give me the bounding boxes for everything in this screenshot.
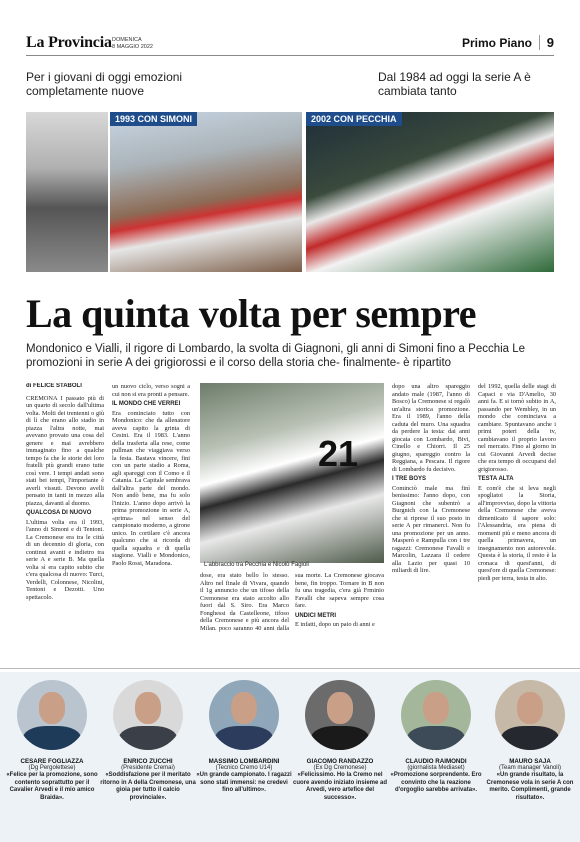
subheading: IL MONDO CHE VERREI: [112, 401, 181, 407]
article-paragraph: dopo una altro spareggio andato male (1987, l'anno di Bosco) la Cremonese si regalò un'altra storica promozione. Era il 1989, l'anno della caduta del muro. Una squadra da perdere la testa: dai anni giocata con Lombardo, Bivi, Cinello e Chiorri. Il 25 giugno, spareggio contro la Reggiana, a Pescara. Il rigore di Lombardo fu decisivo.: [392, 383, 470, 473]
quote-role: (Tecnico Cremo U14): [215, 765, 273, 771]
avatar-suit: [501, 726, 559, 750]
article-column-4: [392, 383, 470, 665]
deck: Mondonico e Vialli, il rigore di Lombardo, la svolta di Giagnoni, gli anni di Simoni fino a Pecchia Le promozioni in serie A dei grigiorossi e il corso della storia che- finalmente- è ripartito: [26, 343, 526, 369]
quote-role: (Dg Pergolettese): [28, 765, 76, 771]
avatar-suit: [407, 726, 465, 750]
quote-card: [196, 680, 292, 795]
avatar-suit: [23, 726, 81, 750]
quote-role: (Presidente Cremai): [121, 765, 175, 771]
article-paragraph: Cominciò male ma finì benissimo: l'anno dopo, con Giagnoni che subentrò a Burgnich con la Cremonese che si riprese il suo posto in serie A per rimanerci. Non fu una promozione per un anno. Masperò e Rampulla con i tre ragazzi: Cremonese Favalli e Marcolin, Lazzara il cedere alla Lazio per quasi 10 miliardi di lire.: [392, 484, 470, 574]
quote-text: «Felice per la promozione, sono contento soprattutto per il Cavalier Arvedi e il mio amico Braida».: [6, 772, 98, 801]
quote-card: [482, 680, 578, 802]
section-title: Primo Piano: [461, 36, 532, 50]
article-column-1: [26, 383, 104, 665]
article-paragraph: Era cominciato tutto con Mondonico: che da allenatore aveva capito la grinta di Cesini. Era il 1983. L'anno della trasferta alla rese, come pullman che viaggiava verso la festa. Bastava vincere, fini con un parte stadio a Roma, agli spareggi con il Como e il Catania. La Capitale sembrava dall'altra parte del mondo. Non andò bene, ma fu solo l'inizio. L'anno dopo arrivò la prima promozione in serie A, «prima» nel senso del campionato moderno, a girone unico. In cortilare c'è ancora qualcuno che si ricorda di quella squadra e di quella stagione. Vialli e Mondonico, Paolo Rossi, Maradona.: [112, 409, 190, 567]
subheading: UNDICI METRI: [295, 612, 336, 619]
article-column-5: [478, 383, 556, 665]
quote-card: [100, 680, 196, 802]
avatar: [495, 680, 565, 750]
quote-card: [388, 680, 484, 795]
quote-card: [4, 680, 100, 802]
avatar: [113, 680, 183, 750]
avatar-face: [327, 692, 353, 724]
avatar: [305, 680, 375, 750]
photo-caption: L'abbraccio tra Pecchia e Nicolò Fagioli: [204, 562, 309, 568]
dateline-date: 8 MAGGIO 2022: [112, 43, 153, 50]
quote-card: [292, 680, 388, 802]
quote-name: MAURO SAJA: [509, 758, 551, 765]
quote-name: CESARE FOGLIAZZA: [20, 758, 84, 765]
subheading: QUALCOSA DI NUOVO: [26, 510, 92, 516]
quotes-strip: [0, 672, 580, 842]
avatar-face: [423, 692, 449, 724]
avatar-face: [231, 692, 257, 724]
avatar-face: [135, 692, 161, 724]
article-paragraph: CREMONA I passato più di un quarto di secolo dall'ultima volta. Molti dei trentenni o giù di lì che erano allo stadio in piazza l'altra notte, mai avevano provato una cosa del genere e mai avrebbero immaginato fino a qualche tempo fa che le storie dei loro fratelli più grandi erano tutte così vere. I tempi andati sono stati bei tempi, l'importante è averli vissuti. Devono avelli pensato in tanti in mezzo alla piazza, davanti al duomo.: [26, 394, 104, 507]
article-paragraph: L'ultima volta era il 1993, l'anno di Simoni e di Tentoni. La Cremonese era tra le città di un decennio di gloria, con continui avanti e indietro tra serie A e serie B. Ma quella volta sì era capito subito che c'era qualcosa di nuovo: Turci, Verdelli, Colonnese, Nicolini, Tentoni e Dezotti. Uno spettacolo.: [26, 518, 104, 601]
byline: di FELICE STABOLI: [26, 383, 82, 389]
page-header: [26, 34, 554, 56]
quote-text: «Felicissimo. Ho la Cremo nel cuore avendo iniziato insieme ad Arvedi, vero artefice del successo».: [292, 772, 388, 801]
quote-name: GIACOMO RANDAZZO: [306, 758, 374, 765]
article-column-3: [200, 572, 384, 665]
subheading: TESTA ALTA: [478, 476, 514, 482]
avatar: [209, 680, 279, 750]
quote-role: (Team manager Vanoli): [499, 765, 561, 771]
article-paragraph: un nuovo ciclo, verso sogni a cui non si era pronti a pensare.: [112, 383, 190, 398]
photo-1984-celebration: [26, 112, 108, 272]
quote-text: «Promozione sorprendente. Ero convinto che la reazione d'orgoglio sarebbe arrivata».: [390, 772, 482, 793]
avatar-suit: [215, 726, 273, 750]
headline: La quinta volta per sempre: [26, 291, 476, 336]
article-paragraph: dose, era stato bello lo stesso. Altro nel finale di Vivara, quando il 1g annuncio che un tifoso della Cremonese era stato accolto allo fuori dal S. Siro. Era Marco Fonghessi da Castelleone, tifoso della Cremonese e più ancora del Milan. poco saranno 40 anni dalla sua morte. La Cremonese giocava bene, fin troppo. Tornare in B non fu una tragedia, c'era già Frminio Favalli che sapeva sempre cosa fare.: [200, 572, 384, 632]
quote-name: MASSIMO LOMBARDINI: [208, 758, 280, 765]
dateline-day: DOMENICA: [112, 37, 142, 43]
photo-tag-pecchia: 2002 CON PECCHIA: [306, 112, 402, 126]
article-paragraph: del 1992, quella delle stagi di Capaci e via D'Amelio, 30 anni fa. E si tornò subito in A, passando per Wembley, in un mondo che cominciava a cambiare. Spuntavano anche i primi poteri della tv, cambiavano il proprio lavoro nel mercato. Fino al giorno in cui Giovanni Arvedi decise che era tempo di occuparsi del grigiorosso.: [478, 383, 556, 473]
avatar-face: [39, 692, 65, 724]
subheading: I TRE BOYS: [392, 476, 427, 482]
kicker-right: Dal 1984 ad oggi la serie A è cambiata tanto: [378, 70, 531, 98]
dateline: [112, 37, 153, 50]
photo-1993-simoni: [110, 112, 302, 272]
quote-role: (Ex Dg Cremonese): [313, 765, 367, 771]
section-divider: [0, 668, 580, 669]
kicker-left: Per i giovani di oggi emozioni completamente nuove: [26, 70, 183, 98]
avatar-suit: [311, 726, 369, 750]
jersey-number: 21: [318, 433, 359, 474]
photo-tag-simoni: 1993 CON SIMONI: [110, 112, 197, 126]
photo-pecchia-fagioli: [200, 383, 384, 563]
avatar: [401, 680, 471, 750]
photo-2002-pecchia: [306, 112, 554, 272]
article-column-2: [112, 383, 190, 665]
masthead: La Provincia: [26, 34, 112, 51]
quote-role: (giornalista Mediaset): [407, 765, 465, 771]
avatar: [17, 680, 87, 750]
quote-text: «Un grande campionato. I ragazzi sono stati immensi: ne credevi fino all'ultimo».: [196, 772, 292, 793]
quote-text: «Un grande risultato, la Cremonese vola in serie A con merito. Complimenti, grande risultato».: [486, 772, 574, 801]
quote-name: ENRICO ZUCCHI: [123, 758, 173, 765]
quote-name: CLAUDIO RAIMONDI: [405, 758, 467, 765]
avatar-suit: [119, 726, 177, 750]
page-number: 9: [539, 35, 554, 50]
article-paragraph: E infatti, dopo un paio di anni e: [295, 621, 375, 628]
article-paragraph: E com'è che si leva negli spogliatoi la Storia, all'improvviso, dopo la vittoria della Cremonese che aveva dimenticato il sapore solo: l'Alessandria, era piena di momenti più e meno ancora di quella primavera, un insegnamento non autorevole. Questa è la storia, il resto è la cronaca di quest'anni, di quest'ore di quella Cremonese: piedi per terra, testa in alto.: [478, 484, 556, 582]
avatar-face: [517, 692, 543, 724]
quote-text: «Soddisfazione per il meritato ritorno in A della Cremonese, una gioia per tutto il calcio provinciale».: [100, 772, 196, 801]
